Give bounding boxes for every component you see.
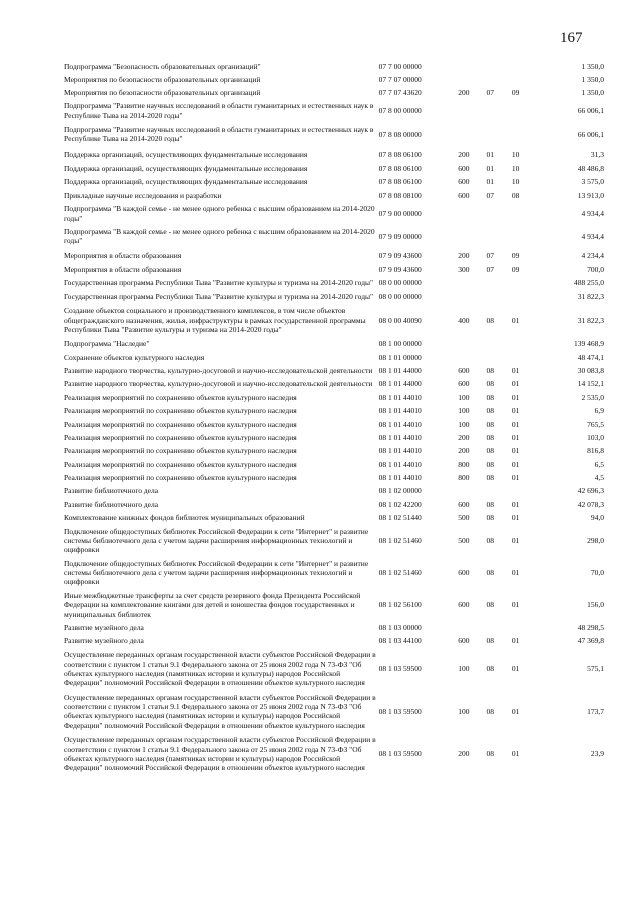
target-code-cell: 07 9 09 43600 [378, 250, 422, 260]
amount-cell: 14 152,1 [577, 379, 604, 389]
section-cell [478, 337, 502, 350]
subsection-cell: 01 [511, 366, 520, 375]
subsection-cell: 01 [511, 636, 520, 646]
table-row [64, 391, 604, 404]
table-row [64, 557, 604, 589]
table-row [64, 733, 604, 776]
expense-type-cell: 400 [458, 315, 470, 325]
subsection-cell: 01 [511, 315, 520, 325]
row-name-cell: Подключение общедоступных библиотек Российской Федерации к сети "Интернет" и развитие системы библиотечного дела с учетом задачи расширения информационных технологий и оцифровки [64, 526, 369, 555]
amount-cell: 765,5 [587, 419, 604, 429]
table-row [64, 364, 604, 377]
section-cell: 08 [486, 664, 495, 674]
row-name-cell: Развитие музейного дела [64, 636, 144, 646]
expense-type-cell: 200 [458, 432, 470, 442]
target-code-cell: 08 1 01 44000 [378, 366, 422, 375]
expense-type-cell [450, 276, 478, 289]
table-row [64, 60, 604, 73]
amount-cell: 6,9 [594, 406, 604, 416]
subsection-cell [502, 60, 528, 73]
section-cell: 07 [486, 87, 495, 97]
row-name-cell: Поддержка организаций, осуществляющих фундаментальные исследования [64, 177, 308, 187]
table-row [64, 471, 604, 484]
row-name-cell: Осуществление переданных органам государственной власти субъектов Российской Федерации в соответствии с пунктом 1 статьи 9.1 Федерального закона от 25 июня 2002 года N 73-ФЗ "Об объектах культурного наследия (памятниках истории и культуры) народов Российской Федерации" полномочий Российской Федерации в отношении объектов культурного наследия [64, 692, 376, 730]
section-cell: 07 [486, 265, 495, 274]
row-name-cell: Развитие народного творчества, культурно-досуговой и научно-исследовательской деятельности [64, 379, 373, 389]
row-name-cell: Государственная программа Республики Тыва "Развитие культуры и туризма на 2014-2020 годы" [64, 278, 374, 288]
section-cell [478, 276, 502, 289]
subsection-cell [502, 276, 528, 289]
row-name-cell: Развитие библиотечного дела [64, 486, 159, 496]
expense-type-cell: 600 [458, 164, 470, 173]
expense-type-cell [450, 484, 478, 497]
target-code-cell: 08 1 02 42200 [378, 499, 422, 509]
row-name-cell: Реализация мероприятий по сохранению объектов культурного наследия [64, 459, 297, 469]
expense-type-cell [450, 73, 478, 85]
amount-cell: 13 913,0 [577, 190, 604, 200]
subsection-cell: 09 [511, 265, 520, 274]
subsection-cell: 01 [511, 600, 520, 610]
row-name-cell: Реализация мероприятий по сохранению объектов культурного наследия [64, 419, 297, 429]
target-code-cell: 07 8 08 06100 [378, 164, 422, 173]
table-row [64, 634, 604, 647]
section-cell: 08 [486, 379, 495, 389]
amount-cell: 4 934,4 [581, 208, 604, 218]
row-name-cell: Мероприятия в области образования [64, 265, 182, 274]
subsection-cell: 01 [511, 473, 520, 482]
section-cell [478, 225, 502, 248]
table-row [64, 189, 604, 202]
target-code-cell: 07 8 08 06100 [378, 177, 422, 187]
expense-type-cell: 200 [458, 250, 470, 260]
amount-cell: 173,7 [587, 706, 604, 716]
row-name-cell: Создание объектов социального и производственного комплексов, в том числе объектов общегражданского назначения, жилья, инфраструктуры в рамках государственной программы Республики Тыва "Развитие культуры и туризма на 2014-2020 годы" [64, 306, 366, 334]
subsection-cell [502, 337, 528, 350]
amount-cell: 23,9 [590, 749, 604, 759]
table-row [64, 225, 604, 248]
budget-table [64, 60, 604, 775]
expense-type-cell: 200 [458, 149, 470, 159]
amount-cell: 700,0 [587, 265, 604, 274]
subsection-cell: 01 [511, 513, 520, 523]
section-cell: 08 [486, 432, 495, 442]
amount-cell: 66 006,1 [577, 105, 604, 115]
subsection-cell: 01 [511, 535, 520, 545]
subsection-cell [502, 290, 528, 303]
section-cell: 08 [486, 749, 495, 759]
row-name-cell: Подключение общедоступных библиотек Российской Федерации к сети "Интернет" и развитие системы библиотечного дела с учетом задачи расширения информационных технологий и оцифровки [64, 558, 369, 587]
subsection-cell: 01 [511, 432, 520, 442]
subsection-cell [502, 484, 528, 497]
amount-cell: 298,0 [587, 535, 604, 545]
target-code-cell: 08 1 03 59500 [378, 664, 422, 674]
subsection-cell: 10 [511, 177, 520, 187]
target-code-cell: 08 0 00 40090 [378, 315, 422, 325]
subsection-cell: 09 [511, 250, 520, 260]
target-code-cell: 07 9 00 00000 [378, 208, 422, 218]
amount-cell: 47 369,8 [577, 636, 604, 646]
section-cell: 08 [486, 499, 495, 509]
section-cell: 08 [486, 600, 495, 610]
subsection-cell: 10 [511, 164, 520, 173]
subsection-cell: 01 [511, 392, 520, 402]
target-code-cell: 07 9 09 43600 [378, 265, 422, 274]
subsection-cell: 08 [511, 190, 520, 200]
amount-cell: 816,8 [587, 446, 604, 456]
section-cell: 07 [486, 190, 495, 200]
row-name-cell: Государственная программа Республики Тыва "Развитие культуры и туризма на 2014-2020 годы" [64, 291, 374, 301]
table-row [64, 648, 604, 691]
target-code-cell: 08 1 03 00000 [378, 622, 422, 632]
row-name-cell: Развитие библиотечного дела [64, 499, 159, 509]
target-code-cell: 08 1 01 00000 [378, 352, 422, 362]
table-row [64, 73, 604, 85]
budget-table-body [64, 60, 604, 775]
amount-cell: 4 234,4 [581, 250, 604, 260]
expense-type-cell: 100 [458, 706, 470, 716]
table-row [64, 418, 604, 431]
subsection-cell: 01 [511, 459, 520, 469]
subsection-cell: 01 [511, 379, 520, 389]
row-name-cell: Осуществление переданных органам государственной власти субъектов Российской Федерации в соответствии с пунктом 1 статьи 9.1 Федерального закона от 25 июня 2002 года N 73-ФЗ "Об объектах культурного наследия (памятниках истории и культуры) народов Российской Федерации" полномочий Российской Федерации в отношении объектов культурного наследия [64, 650, 376, 688]
expense-type-cell: 200 [458, 446, 470, 456]
row-name-cell: Мероприятия по безопасности образовательных организаций [64, 87, 261, 97]
subsection-cell: 01 [511, 419, 520, 429]
target-code-cell: 08 1 01 44010 [378, 419, 422, 429]
target-code-cell: 07 8 00 00000 [378, 105, 422, 115]
row-name-cell: Сохранение объектов культурного наследия [64, 352, 205, 362]
target-code-cell: 08 1 01 44010 [378, 432, 422, 442]
row-name-cell: Мероприятия в области образования [64, 250, 182, 260]
expense-type-cell: 600 [458, 600, 470, 610]
expense-type-cell: 800 [458, 473, 470, 482]
subsection-cell [502, 225, 528, 248]
expense-type-cell: 600 [458, 499, 470, 509]
table-row [64, 248, 604, 263]
table-row [64, 303, 604, 337]
row-name-cell: Прикладные научные исследования и разработки [64, 190, 222, 200]
table-row [64, 147, 604, 162]
row-name-cell: Подпрограмма "Развитие научных исследований в области гуманитарных и естественных наук в Республике Тыва на 2014-2020 годы" [64, 124, 374, 144]
amount-cell: 42 078,3 [577, 499, 604, 509]
amount-cell: 66 006,1 [577, 129, 604, 139]
table-row [64, 351, 604, 364]
subsection-cell: 01 [511, 664, 520, 674]
table-row [64, 525, 604, 557]
amount-cell: 4 934,4 [581, 231, 604, 241]
amount-cell: 103,0 [587, 432, 604, 442]
row-name-cell: Подпрограмма "Безопасность образовательных организаций" [64, 62, 261, 71]
target-code-cell: 08 0 00 00000 [378, 291, 422, 301]
expense-type-cell [450, 122, 478, 147]
expense-type-cell [450, 99, 478, 122]
target-code-cell: 08 1 03 59500 [378, 706, 422, 716]
row-name-cell: Реализация мероприятий по сохранению объектов культурного наследия [64, 432, 297, 442]
subsection-cell: 01 [511, 499, 520, 509]
section-cell: 08 [486, 535, 495, 545]
expense-type-cell: 500 [458, 535, 470, 545]
section-cell: 08 [486, 366, 495, 375]
section-cell: 08 [486, 315, 495, 325]
target-code-cell: 08 1 01 44010 [378, 406, 422, 416]
amount-cell: 70,0 [590, 568, 604, 577]
target-code-cell: 08 1 01 44010 [378, 459, 422, 469]
amount-cell: 30 083,8 [577, 366, 604, 375]
section-cell: 08 [486, 392, 495, 402]
target-code-cell: 08 1 02 56100 [378, 600, 422, 610]
row-name-cell: Реализация мероприятий по сохранению объектов культурного наследия [64, 446, 297, 456]
expense-type-cell: 600 [458, 379, 470, 389]
section-cell: 08 [486, 568, 495, 577]
amount-cell: 1 350,0 [581, 62, 604, 71]
row-name-cell: Иные межбюджетные трансферты за счет средств резервного фонда Президента Российской Федерации на комплектование книгами для детей и юношества фондов государственных и муниципальных библиотек [64, 590, 361, 619]
expense-type-cell [450, 621, 478, 634]
table-row [64, 175, 604, 188]
expense-type-cell: 500 [458, 513, 470, 523]
section-cell: 08 [486, 459, 495, 469]
table-row [64, 458, 604, 471]
row-name-cell: Развитие музейного дела [64, 622, 144, 632]
subsection-cell: 01 [511, 446, 520, 456]
row-name-cell: Осуществление переданных органам государственной власти субъектов Российской Федерации в соответствии с пунктом 1 статьи 9.1 Федерального закона от 25 июня 2002 года N 73-ФЗ "Об объектах культурного наследия (памятниках истории и культуры) народов Российской Федерации" полномочий Российской Федерации в отношении объектов культурного наследия [64, 735, 376, 773]
target-code-cell: 08 1 02 51440 [378, 513, 422, 523]
subsection-cell [502, 99, 528, 122]
amount-cell: 31 822,3 [577, 291, 604, 301]
subsection-cell [502, 621, 528, 634]
table-row [64, 589, 604, 621]
table-row [64, 276, 604, 289]
target-code-cell: 07 8 08 06100 [378, 149, 422, 159]
subsection-cell: 01 [511, 568, 520, 577]
subsection-cell [502, 73, 528, 85]
row-name-cell: Подпрограмма "Развитие научных исследований в области гуманитарных и естественных наук в Республике Тыва на 2014-2020 годы" [64, 101, 374, 120]
amount-cell: 488 255,0 [574, 278, 604, 288]
amount-cell: 575,1 [587, 664, 604, 674]
row-name-cell: Комплектование книжных фондов библиотек муниципальных образований [64, 513, 305, 523]
row-name-cell: Реализация мероприятий по сохранению объектов культурного наследия [64, 473, 297, 482]
amount-cell: 3 575,0 [581, 177, 604, 187]
amount-cell: 2 535,0 [581, 392, 604, 402]
target-code-cell: 08 1 01 44000 [378, 379, 422, 389]
table-row [64, 122, 604, 147]
table-row [64, 498, 604, 511]
page-number: 167 [560, 30, 583, 46]
table-row [64, 511, 604, 524]
row-name-cell: Поддержка организаций, осуществляющих фундаментальные исследования [64, 149, 308, 159]
table-row [64, 202, 604, 225]
expense-type-cell: 200 [458, 749, 470, 759]
table-row [64, 377, 604, 390]
section-cell [478, 73, 502, 85]
section-cell: 08 [486, 406, 495, 416]
section-cell: 08 [486, 419, 495, 429]
expense-type-cell: 100 [458, 406, 470, 416]
amount-cell: 48 474,1 [577, 352, 604, 362]
section-cell [478, 60, 502, 73]
target-code-cell: 08 1 00 00000 [378, 339, 422, 349]
amount-cell: 6,5 [594, 459, 604, 469]
section-cell [478, 351, 502, 364]
expense-type-cell [450, 290, 478, 303]
expense-type-cell: 600 [458, 366, 470, 375]
amount-cell: 31,3 [590, 149, 604, 159]
amount-cell: 31 822,3 [577, 315, 604, 325]
section-cell [478, 290, 502, 303]
amount-cell: 1 350,0 [581, 87, 604, 97]
subsection-cell: 01 [511, 706, 520, 716]
subsection-cell: 01 [511, 749, 520, 759]
table-row [64, 431, 604, 444]
table-row [64, 263, 604, 276]
row-name-cell: Реализация мероприятий по сохранению объектов культурного наследия [64, 406, 297, 416]
expense-type-cell: 600 [458, 636, 470, 646]
section-cell: 01 [486, 149, 495, 159]
target-code-cell: 08 1 02 51460 [378, 568, 422, 577]
amount-cell: 48 298,5 [577, 622, 604, 632]
section-cell: 01 [486, 164, 495, 173]
target-code-cell: 08 1 02 51460 [378, 535, 422, 545]
row-name-cell: Развитие народного творчества, культурно-досуговой и научно-исследовательской деятельности [64, 366, 373, 375]
amount-cell: 139 468,9 [574, 339, 604, 349]
target-code-cell: 07 8 08 00000 [378, 129, 422, 139]
target-code-cell: 08 1 03 44100 [378, 636, 422, 646]
expense-type-cell: 100 [458, 419, 470, 429]
table-row [64, 290, 604, 303]
section-cell: 08 [486, 636, 495, 646]
section-cell [478, 122, 502, 147]
section-cell: 01 [486, 177, 495, 187]
section-cell [478, 99, 502, 122]
expense-type-cell: 300 [458, 265, 470, 274]
expense-type-cell [450, 351, 478, 364]
section-cell [478, 621, 502, 634]
expense-type-cell: 600 [458, 190, 470, 200]
section-cell: 08 [486, 706, 495, 716]
table-row [64, 86, 604, 99]
row-name-cell: Поддержка организаций, осуществляющих фундаментальные исследования [64, 164, 308, 173]
expense-type-cell: 200 [458, 87, 470, 97]
subsection-cell: 09 [511, 87, 520, 97]
expense-type-cell: 100 [458, 392, 470, 402]
row-name-cell: Подпрограмма "В каждой семье - не менее одного ребенка с высшим образованием на 2014-2020 годы" [64, 226, 375, 246]
subsection-cell [502, 202, 528, 225]
target-code-cell: 07 8 08 08100 [378, 190, 422, 200]
amount-cell: 156,0 [587, 600, 604, 610]
target-code-cell: 07 9 09 00000 [378, 231, 422, 241]
table-row [64, 444, 604, 457]
expense-type-cell: 800 [458, 459, 470, 469]
expense-type-cell: 600 [458, 568, 470, 577]
amount-cell: 42 696,3 [577, 486, 604, 496]
table-row [64, 484, 604, 497]
target-code-cell: 08 1 01 44010 [378, 392, 422, 402]
row-name-cell: Мероприятия по безопасности образовательных организаций [64, 74, 261, 84]
section-cell: 08 [486, 446, 495, 456]
amount-cell: 4,5 [594, 473, 604, 482]
target-code-cell: 08 1 03 59500 [378, 749, 422, 759]
table-row [64, 99, 604, 122]
table-row [64, 404, 604, 417]
subsection-cell [502, 122, 528, 147]
target-code-cell: 07 7 07 00000 [378, 74, 422, 84]
expense-type-cell [450, 202, 478, 225]
amount-cell: 94,0 [590, 513, 604, 523]
table-row [64, 690, 604, 733]
section-cell [478, 484, 502, 497]
expense-type-cell [450, 337, 478, 350]
subsection-cell: 01 [511, 406, 520, 416]
section-cell: 07 [486, 250, 495, 260]
amount-cell: 1 350,0 [581, 74, 604, 84]
expense-type-cell [450, 225, 478, 248]
target-code-cell: 07 7 00 00000 [378, 62, 422, 71]
expense-type-cell: 600 [458, 177, 470, 187]
target-code-cell: 08 1 02 00000 [378, 486, 422, 496]
subsection-cell: 10 [511, 149, 520, 159]
target-code-cell: 08 1 01 44010 [378, 473, 422, 482]
target-code-cell: 08 1 01 44010 [378, 446, 422, 456]
table-row [64, 162, 604, 175]
table-row [64, 337, 604, 350]
expense-type-cell [450, 60, 478, 73]
table-row [64, 621, 604, 634]
subsection-cell [502, 351, 528, 364]
target-code-cell: 07 7 07 43620 [378, 87, 422, 97]
section-cell: 08 [486, 473, 495, 482]
row-name-cell: Реализация мероприятий по сохранению объектов культурного наследия [64, 392, 297, 402]
expense-type-cell: 100 [458, 664, 470, 674]
amount-cell: 48 486,8 [577, 164, 604, 173]
section-cell [478, 202, 502, 225]
section-cell: 08 [486, 513, 495, 523]
row-name-cell: Подпрограмма "Наследие" [64, 339, 150, 349]
target-code-cell: 08 0 00 00000 [378, 278, 422, 288]
row-name-cell: Подпрограмма "В каждой семье - не менее одного ребенка с высшим образованием на 2014-2020 годы" [64, 204, 375, 223]
